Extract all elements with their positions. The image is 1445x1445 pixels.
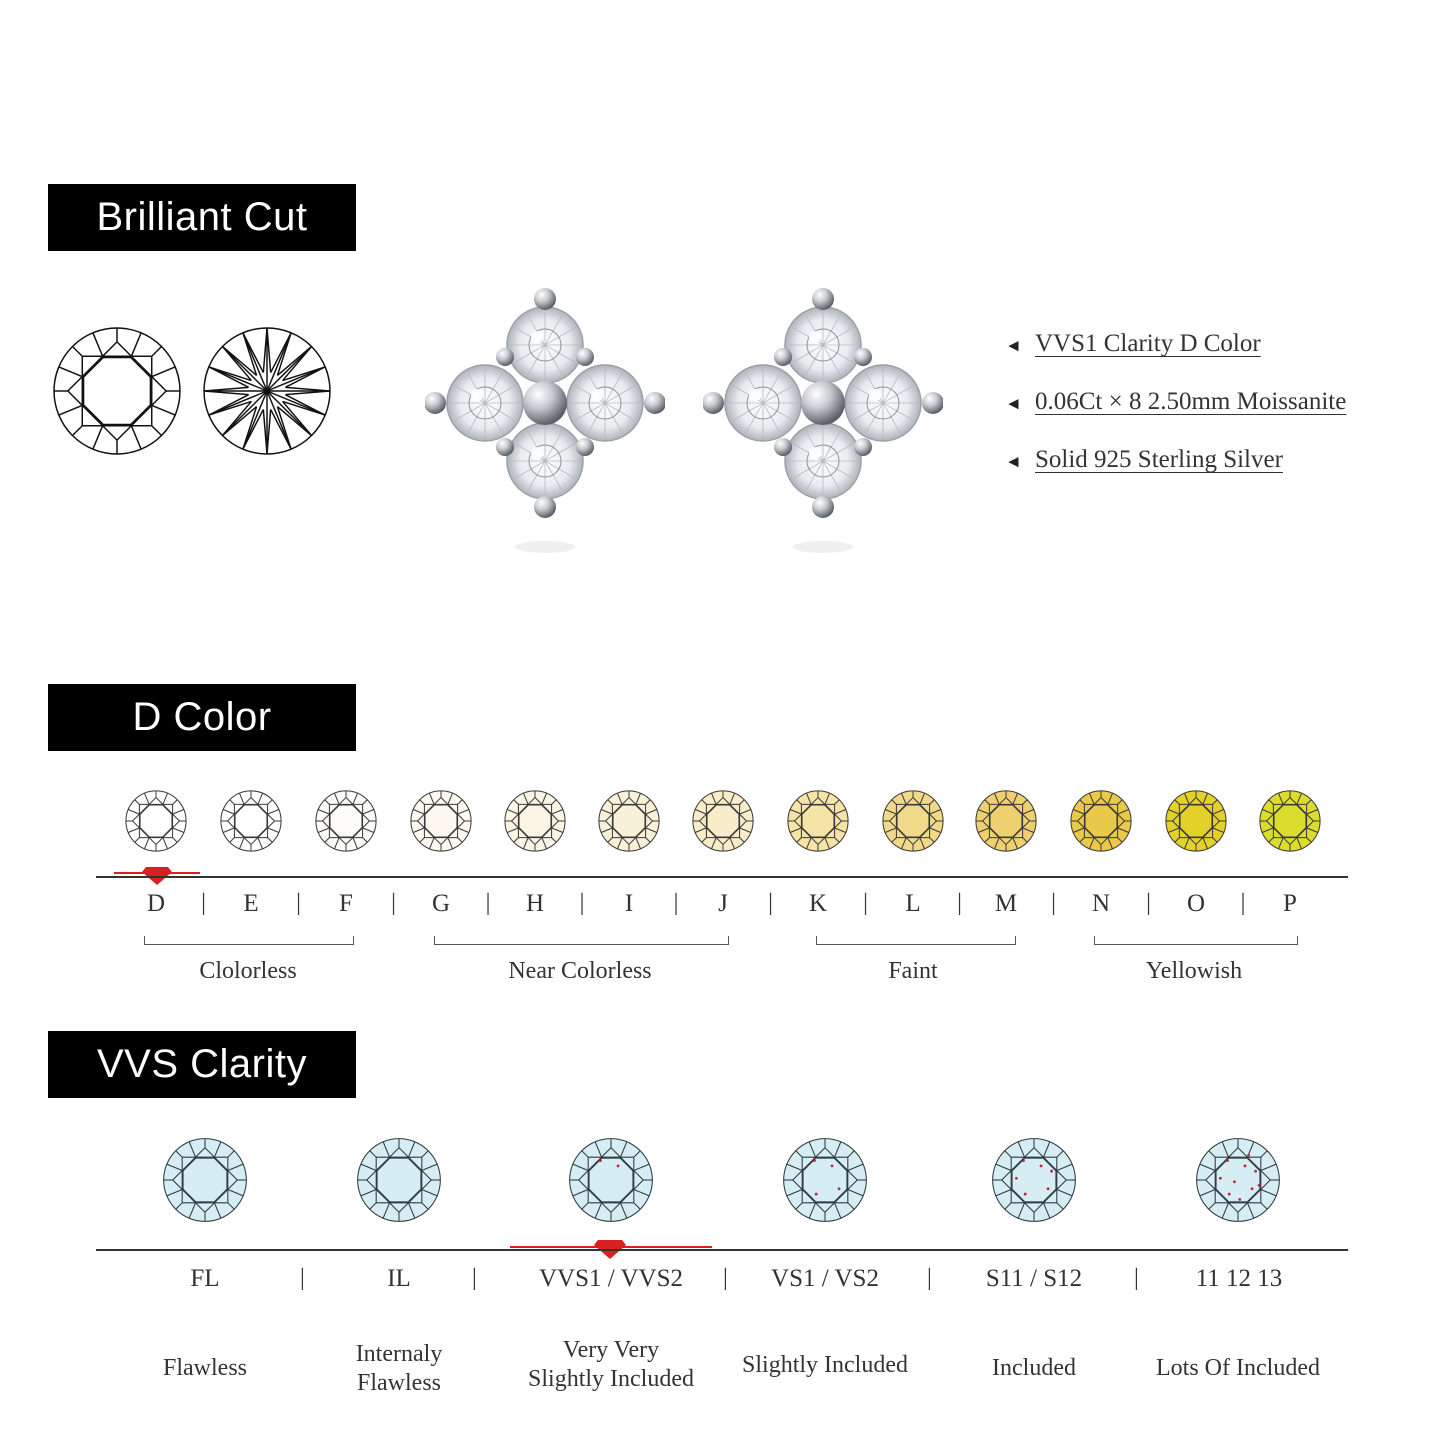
clarity-grade-gem-icon [567,1136,655,1224]
bracket-near-colorless [434,936,729,945]
color-letter: G [431,890,451,917]
color-separator: | [391,890,396,916]
section-title-vvs-clarity: VVS Clarity [48,1031,356,1098]
color-grade-gem-icon [691,789,755,853]
spec-stone-size: ◄ 0.06Ct × 8 2.50mm Moissanite [1005,388,1347,415]
clarity-grade-gem-icon [355,1136,443,1224]
bracket-yellowish [1094,936,1298,945]
color-grade-gem-icon [881,789,945,853]
clarity-separator: | [1134,1265,1139,1291]
color-separator: | [863,890,868,916]
clarity-grade-gem-icon [781,1136,869,1224]
color-separator: | [201,890,206,916]
color-grade-gem-icon [124,789,188,853]
group-label-faint: Faint [888,958,938,984]
brilliant-cut-bottom-icon [200,324,334,458]
clarity-grade-fl: FL [190,1265,220,1292]
clarity-grade-si: S11 / S12 [985,1265,1083,1292]
clarity-grade-vvs: VVS1 / VVS2 [538,1265,684,1292]
arrow-left-icon: ◄ [1005,336,1022,355]
arrow-left-icon: ◄ [1005,394,1022,413]
color-separator: | [1146,890,1151,916]
color-letter: H [525,890,545,917]
group-label-colorless: Clolorless [199,958,297,984]
spec-material: ◄ Solid 925 Sterling Silver [1005,446,1283,473]
color-separator: | [1240,890,1246,916]
color-letter: M [994,890,1018,917]
color-letter: L [905,890,921,917]
color-grade-gem-icon [314,789,378,853]
color-separator: | [673,890,679,916]
color-letter: I [624,890,634,917]
red-diamond-marker-icon [142,865,172,885]
color-separator: | [957,890,962,916]
earring-left-image [425,285,665,560]
clarity-separator: | [927,1265,932,1291]
color-letter: P [1283,890,1297,917]
clarity-separator: | [472,1265,477,1291]
color-separator: | [768,890,773,916]
clarity-separator: | [723,1265,728,1291]
clarity-name-lots-of-included: Lots Of Included [1156,1355,1320,1381]
color-grade-gem-icon [503,789,567,853]
color-letter: E [243,890,259,917]
clarity-name-vvs: Very Very Slightly Included [528,1337,694,1392]
color-letter: N [1091,890,1111,917]
color-grade-gem-icon [1069,789,1133,853]
color-separator: | [485,890,491,916]
clarity-name-included: Included [992,1355,1076,1381]
clarity-name-slightly-included: Slightly Included [742,1352,908,1378]
color-letter: F [339,890,353,917]
color-grade-gem-icon [974,789,1038,853]
clarity-separator: | [300,1265,305,1291]
spec-clarity-color: ◄ VVS1 Clarity D Color [1005,330,1261,357]
brilliant-cut-top-icon [50,324,184,458]
clarity-grade-gem-icon [161,1136,249,1224]
color-letter: D [146,890,166,917]
color-grade-gem-icon [1164,789,1228,853]
clarity-name-internally-flawless: Internaly Flawless [355,1341,443,1396]
color-grade-gem-icon [597,789,661,853]
color-letter: O [1186,890,1206,917]
arrow-left-icon: ◄ [1005,452,1022,471]
clarity-grade-vs: VS1 / VS2 [771,1265,879,1292]
section-title-d-color: D Color [48,684,356,751]
color-grade-gem-icon [409,789,473,853]
clarity-grade-gem-icon [990,1136,1078,1224]
color-grade-gem-icon [1258,789,1322,853]
color-letter: K [808,890,828,917]
earring-right-image [703,285,943,560]
color-separator: | [1051,890,1056,916]
color-separator: | [579,890,585,916]
clarity-grade-il: IL [387,1265,411,1292]
clarity-scale-line [96,1249,1348,1251]
section-title-brilliant-cut: Brilliant Cut [48,184,356,251]
color-grade-gem-icon [219,789,283,853]
color-letter: J [718,890,728,917]
color-separator: | [296,890,301,916]
clarity-grade-gem-icon [1194,1136,1282,1224]
color-scale-line [96,876,1348,878]
clarity-name-flawless: Flawless [163,1355,247,1381]
bracket-colorless [144,936,354,945]
bracket-faint [816,936,1016,945]
group-label-yellowish: Yellowish [1145,958,1243,984]
clarity-grade-i: 11 12 13 [1195,1265,1283,1292]
color-grade-gem-icon [786,789,850,853]
group-label-near-colorless: Near Colorless [508,958,652,984]
